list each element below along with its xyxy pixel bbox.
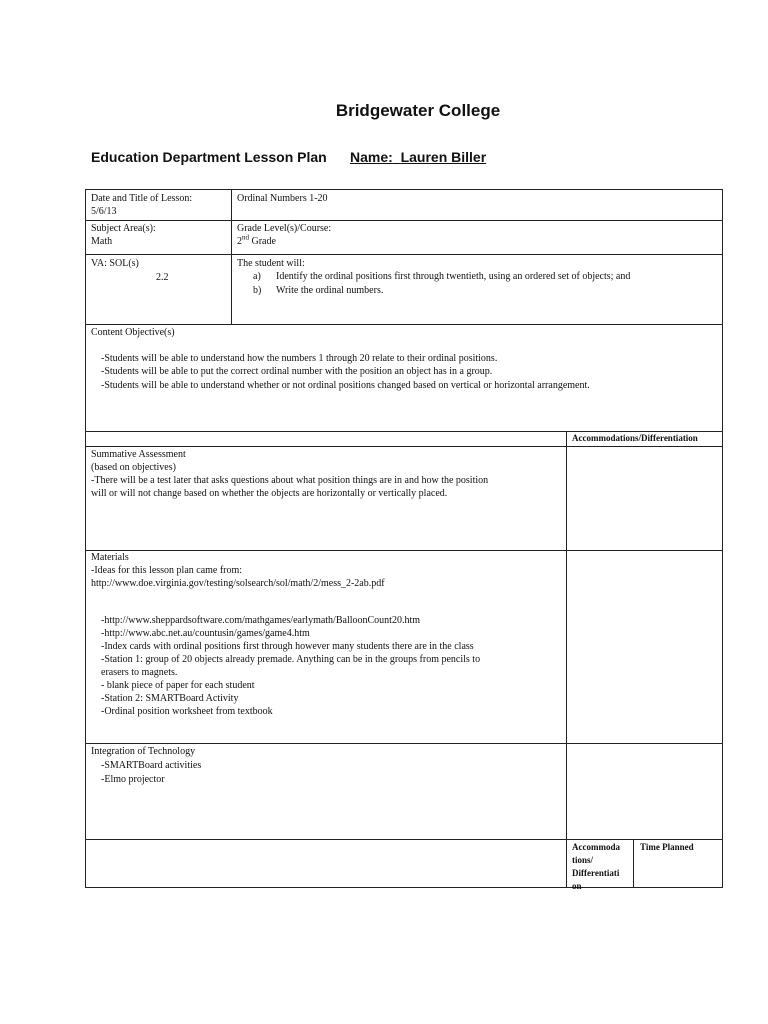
accommodations-header: Accommodations/Differentiation bbox=[572, 433, 698, 443]
grade-value bbox=[237, 235, 276, 248]
grade-label: Grade Level(s)/Course: bbox=[237, 223, 332, 234]
content-objectives-label: Content Objective(s) bbox=[91, 327, 175, 338]
column-divider bbox=[633, 839, 634, 887]
row-divider bbox=[86, 839, 722, 840]
college-title: Bridgewater College bbox=[335, 101, 501, 120]
technology-item: -SMARTBoard activities bbox=[101, 760, 202, 771]
summative-label: Summative Assessment bbox=[91, 449, 186, 460]
technology-item: -Elmo projector bbox=[101, 774, 165, 785]
content-objective-item: -Students will be able to understand how the numbers 1 through 20 relate to their ordinal positions. bbox=[101, 353, 498, 364]
date-title-label: Date and Title of Lesson: bbox=[91, 193, 193, 204]
lesson-plan-table bbox=[85, 189, 723, 891]
materials-label: Materials bbox=[91, 552, 129, 563]
content-objective-item: -Students will be able to put the correct ordinal number with the position an object has in a group. bbox=[101, 366, 493, 377]
materials-item[interactable]: -http://www.sheppardsoftware.com/mathgames/earlymath/BalloonCount20.htm bbox=[101, 615, 421, 626]
row-divider bbox=[86, 743, 722, 744]
summative-line: -There will be a test later that asks questions about what position things are in and how the position bbox=[91, 475, 489, 486]
summative-sub: (based on objectives) bbox=[91, 462, 176, 473]
name-heading bbox=[350, 149, 486, 165]
row-divider bbox=[86, 550, 722, 551]
materials-intro: -Ideas for this lesson plan came from: bbox=[91, 565, 243, 576]
grade-word: Grade bbox=[251, 236, 276, 247]
technology-label: Integration of Technology bbox=[91, 746, 196, 757]
time-planned-header: Time Planned bbox=[640, 842, 694, 852]
sol-value: 2.2 bbox=[156, 272, 169, 283]
department-heading: Education Department Lesson Plan bbox=[91, 149, 327, 165]
row-divider bbox=[86, 324, 722, 325]
materials-item: -Station 2: SMARTBoard Activity bbox=[101, 693, 239, 704]
footer-accommodations-line: tions/ bbox=[572, 855, 594, 865]
lesson-title: Ordinal Numbers 1-20 bbox=[237, 193, 328, 204]
teacher-name: Lauren Biller bbox=[400, 149, 487, 165]
materials-item: - blank piece of paper for each student bbox=[101, 680, 255, 691]
materials-item[interactable]: -http://www.abc.net.au/countusin/games/game4.htm bbox=[101, 628, 310, 639]
objective-text-a: Identify the ordinal positions first through twentieth, using an ordered set of objects; and bbox=[276, 271, 631, 282]
subject-label: Subject Area(s): bbox=[91, 223, 156, 234]
materials-item: -Ordinal position worksheet from textbook bbox=[101, 706, 273, 717]
footer-accommodations-line: Accommoda bbox=[572, 842, 620, 852]
materials-item: -Station 1: group of 20 objects already premade. Anything can be in the groups from pencils to bbox=[101, 654, 481, 665]
materials-item: -Index cards with ordinal positions first through however many students there are in the class bbox=[101, 641, 474, 652]
row-divider bbox=[86, 446, 722, 447]
subject-value: Math bbox=[91, 236, 113, 247]
summative-line: will or will not change based on whether the objects are horizontally or vertically placed. bbox=[91, 488, 448, 499]
column-divider bbox=[231, 190, 232, 324]
grade-suffix: nd bbox=[242, 233, 249, 242]
row-divider bbox=[86, 220, 722, 221]
lesson-date: 5/6/13 bbox=[91, 206, 117, 217]
content-objective-item: -Students will be able to understand whether or not ordinal positions changed based on vertical or horizontal arrangement. bbox=[101, 380, 590, 391]
materials-item: erasers to magnets. bbox=[101, 667, 178, 678]
objective-marker-b: b) bbox=[253, 285, 262, 296]
row-divider bbox=[86, 254, 722, 255]
grade-number: 2 bbox=[237, 236, 242, 247]
footer-accommodations-line: on bbox=[572, 881, 582, 891]
student-will-label: The student will: bbox=[237, 258, 305, 269]
sol-label: VA: SOL(s) bbox=[91, 258, 139, 269]
name-label: Name: bbox=[350, 149, 393, 165]
objective-text-b: Write the ordinal numbers. bbox=[276, 285, 384, 296]
column-divider bbox=[566, 431, 567, 887]
footer-accommodations-line: Differentiati bbox=[572, 868, 620, 878]
materials-source-link[interactable]: http://www.doe.virginia.gov/testing/solsearch/sol/math/2/mess_2-2ab.pdf bbox=[91, 578, 385, 589]
objective-marker-a: a) bbox=[253, 271, 261, 282]
